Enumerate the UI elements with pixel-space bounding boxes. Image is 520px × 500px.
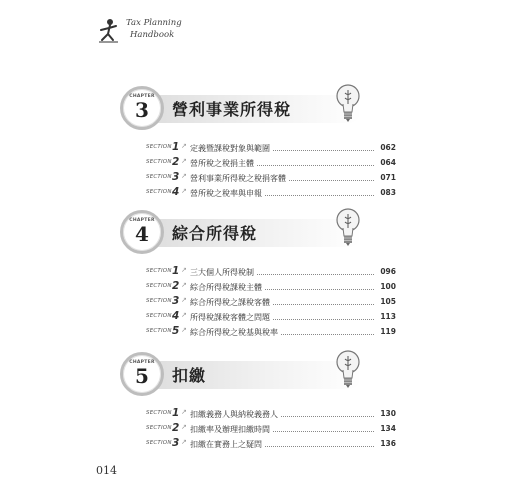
toc-row[interactable] (120, 326, 396, 341)
leaf-icon: ↗ (181, 438, 187, 446)
toc-row[interactable] (120, 423, 396, 438)
page-number: 100 (377, 282, 396, 291)
chapter-word: CHAPTER (129, 218, 155, 223)
section-list (120, 142, 396, 202)
toc-row[interactable] (120, 157, 396, 172)
toc-row[interactable] (120, 438, 396, 453)
toc-row[interactable] (120, 266, 396, 281)
lightbulb-icon (334, 82, 362, 126)
section-number: 4 (172, 310, 180, 322)
chapter-badge (120, 210, 164, 254)
page-number: 062 (377, 143, 396, 152)
header-title-line1: Tax Planning (126, 18, 182, 28)
section-number: 2 (172, 280, 180, 292)
section-label: SECTION (146, 283, 172, 289)
page-number: 113 (377, 312, 396, 321)
section-list (120, 408, 396, 453)
section-title: 綜合所得稅之課稅客體 (190, 297, 273, 308)
toc-row[interactable] (120, 142, 396, 157)
leaf-icon: ↗ (181, 408, 187, 416)
section-number: 3 (172, 171, 180, 183)
page-number: 105 (377, 297, 396, 306)
chapter-title: 綜合所得稅 (172, 224, 258, 243)
page-number: 071 (377, 173, 396, 182)
toc-row[interactable] (120, 172, 396, 187)
leaf-icon: ↗ (181, 326, 187, 334)
toc-row[interactable] (120, 281, 396, 296)
chapter-title: 扣繳 (172, 366, 207, 385)
folio-page-number: 014 (96, 464, 117, 477)
leaf-icon: ↗ (181, 423, 187, 431)
section-list (120, 266, 396, 341)
section-title: 綜合所得稅之稅基與稅率 (190, 327, 281, 338)
section-label: SECTION (146, 328, 172, 334)
chapter-title: 營利事業所得稅 (172, 100, 292, 119)
page-number: 130 (377, 409, 396, 418)
toc-row[interactable] (120, 408, 396, 423)
leaf-icon: ↗ (181, 187, 187, 195)
section-number: 1 (172, 141, 180, 153)
section-number: 1 (172, 265, 180, 277)
section-number: 1 (172, 407, 180, 419)
section-label: SECTION (146, 268, 172, 274)
page-number: 083 (377, 188, 396, 197)
chapter-banner (120, 210, 396, 256)
page-number: 064 (377, 158, 396, 167)
leaf-icon: ↗ (181, 172, 187, 180)
section-label: SECTION (146, 298, 172, 304)
lightbulb-icon (334, 206, 362, 250)
chapter-word: CHAPTER (129, 360, 155, 365)
leaf-icon: ↗ (181, 296, 187, 304)
toc-row[interactable] (120, 311, 396, 326)
page-number: 119 (377, 327, 396, 336)
section-title: 三大個人所得稅制 (190, 267, 257, 278)
lightbulb-icon (334, 348, 362, 392)
section-number: 3 (172, 437, 180, 449)
chapter-badge (120, 86, 164, 130)
section-title: 營利事業所得稅之稅捐客體 (190, 173, 289, 184)
section-number: 4 (172, 186, 180, 198)
page-number: 134 (377, 424, 396, 433)
chapter-banner (120, 86, 396, 132)
section-label: SECTION (146, 159, 172, 165)
section-label: SECTION (146, 313, 172, 319)
section-label: SECTION (146, 410, 172, 416)
figure-logo-icon (96, 18, 122, 48)
leaf-icon: ↗ (181, 311, 187, 319)
page-header (96, 16, 206, 50)
section-label: SECTION (146, 440, 172, 446)
toc-row[interactable] (120, 187, 396, 202)
page-number: 136 (377, 439, 396, 448)
page-number: 096 (377, 267, 396, 276)
section-title: 營所稅之稅率與申報 (190, 188, 265, 199)
chapter-number: 4 (135, 222, 149, 246)
section-title: 綜合所得稅課稅主體 (190, 282, 265, 293)
section-title: 營所稅之稅捐主體 (190, 158, 257, 169)
chapter-banner (120, 352, 396, 398)
chapter-badge (120, 352, 164, 396)
section-number: 2 (172, 422, 180, 434)
section-number: 5 (172, 325, 180, 337)
chapter-5 (120, 352, 396, 453)
section-label: SECTION (146, 189, 172, 195)
section-number: 2 (172, 156, 180, 168)
section-label: SECTION (146, 425, 172, 431)
section-title: 扣繳率及辦理扣繳時間 (190, 424, 273, 435)
section-label: SECTION (146, 144, 172, 150)
leaf-icon: ↗ (181, 281, 187, 289)
section-title: 定義暨課稅對象與範圍 (190, 143, 273, 154)
toc-row[interactable] (120, 296, 396, 311)
chapter-number: 3 (135, 98, 149, 122)
chapter-3 (120, 86, 396, 202)
chapter-4 (120, 210, 396, 341)
chapter-number: 5 (135, 364, 149, 388)
section-title: 扣繳在實務上之疑問 (190, 439, 265, 450)
leaf-icon: ↗ (181, 142, 187, 150)
section-label: SECTION (146, 174, 172, 180)
section-title: 扣繳義務人與納稅義務人 (190, 409, 281, 420)
header-title-line2: Handbook (130, 30, 175, 40)
leaf-icon: ↗ (181, 266, 187, 274)
section-number: 3 (172, 295, 180, 307)
chapter-word: CHAPTER (129, 94, 155, 99)
section-title: 所得稅課稅客體之問題 (190, 312, 273, 323)
leaf-icon: ↗ (181, 157, 187, 165)
